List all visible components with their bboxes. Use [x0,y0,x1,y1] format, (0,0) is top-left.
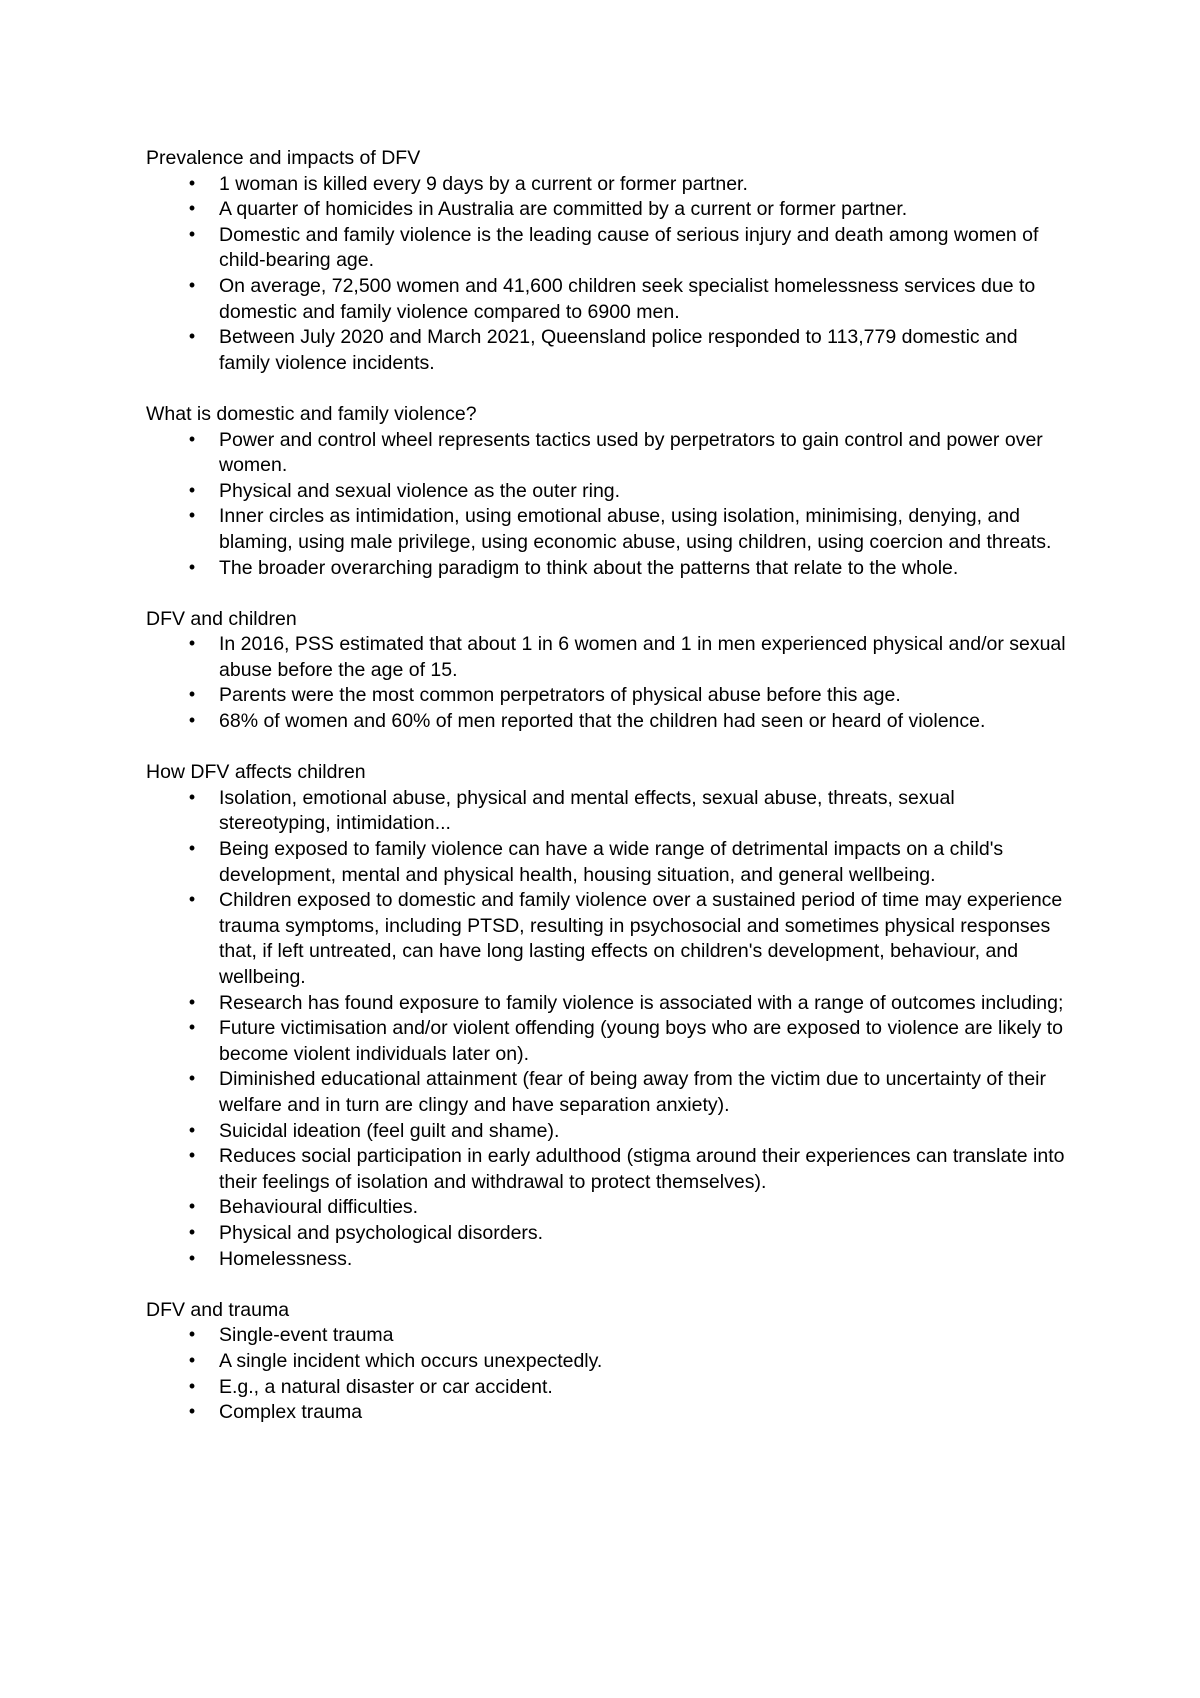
list-item [146,1119,1066,1145]
document-section [146,402,1066,581]
list-item-text: Single-event trauma [219,1324,394,1347]
list-item [146,325,1066,376]
list-item [146,1400,1066,1426]
list-item [146,709,1066,735]
section-heading: How DFV affects children [146,761,366,784]
bullet-icon: • [188,172,196,193]
bullet-icon: • [188,1017,196,1038]
list-item-text: E.g., a natural disaster or car accident. [219,1375,553,1398]
list-item [146,1144,1066,1195]
list-item [146,1323,1066,1349]
list-item-text: Parents were the most common perpetrators of physical abuse before this age. [219,684,901,707]
list-item-text: Research has found exposure to family violence is associated with a range of outcomes including; [219,991,1064,1014]
document-body [146,146,1066,1451]
document-section [146,760,1066,1272]
list-item-text: Children exposed to domestic and family violence over a sustained period of time may experience trauma symptoms, including PTSD, resulting in psychosocial and sometimes physical responses that, if left untreated, can have long lasting effects on children's development, behaviour, and wellbeing. [219,889,1063,988]
list-item [146,1375,1066,1401]
list-item [146,786,1066,837]
list-item-text: Suicidal ideation (feel guilt and shame). [219,1119,560,1142]
document-section [146,146,1066,376]
list-item-text: A single incident which occurs unexpectedly. [219,1349,603,1372]
list-item-text: Isolation, emotional abuse, physical and mental effects, sexual abuse, threats, sexual stereotyping, intimidation... [219,786,955,835]
bullet-icon: • [188,223,196,244]
bullet-icon: • [188,556,196,577]
list-item [146,479,1066,505]
bullet-icon: • [188,198,196,219]
list-item-text: Power and control wheel represents tactics used by perpetrators to gain control and power over women. [219,428,1043,477]
bullet-icon: • [188,991,196,1012]
list-item-text: Physical and psychological disorders. [219,1221,544,1244]
bullet-icon: • [188,428,196,449]
list-item [146,1195,1066,1221]
bullet-icon: • [188,1375,196,1396]
bullet-icon: • [188,1401,196,1422]
bullet-list [146,428,1066,582]
section-heading: DFV and children [146,607,297,630]
bullet-icon: • [188,1324,196,1345]
list-item-text: Complex trauma [219,1401,363,1424]
list-item-text: Homelessness. [219,1247,353,1270]
list-item [146,556,1066,582]
bullet-icon: • [188,505,196,526]
list-item [146,991,1066,1017]
list-item [146,223,1066,274]
list-item [146,1221,1066,1247]
bullet-list [146,1323,1066,1425]
bullet-list [146,632,1066,734]
list-item [146,683,1066,709]
list-item [146,197,1066,223]
list-item [146,504,1066,555]
section-heading: What is domestic and family violence? [146,402,477,425]
section-heading: Prevalence and impacts of DFV [146,147,421,169]
list-item [146,1067,1066,1118]
list-item-text: A quarter of homicides in Australia are committed by a current or former partner. [219,198,908,221]
bullet-icon: • [188,786,196,807]
list-item-text: Future victimisation and/or violent offending (young boys who are exposed to violence are likely to become violent individuals later on). [219,1017,1064,1065]
list-item-text: Diminished educational attainment (fear of being away from the victim due to uncertainty of their welfare and in turn are clingy and have separation anxiety). [219,1068,1047,1116]
list-item [146,274,1066,325]
bullet-icon: • [188,326,196,347]
list-item-text: On average, 72,500 women and 41,600 children seek specialist homelessness services due to domestic and family violence compared to 6900 men. [219,274,1036,323]
bullet-icon: • [188,1247,196,1268]
list-item [146,1349,1066,1375]
bullet-list [146,786,1066,1272]
document-section [146,607,1066,735]
list-item [146,632,1066,683]
bullet-icon: • [188,1068,196,1089]
list-item-text: In 2016, PSS estimated that about 1 in 6 women and 1 in men experienced physical and/or sexual abuse before the age of 15. [219,633,1066,681]
list-item [146,1016,1066,1067]
bullet-icon: • [188,1119,196,1140]
list-item-text: Domestic and family violence is the leading cause of serious injury and death among women of child-bearing age. [219,223,1039,272]
document-section [146,1298,1066,1426]
list-item-text: Physical and sexual violence as the outer ring. [219,479,621,502]
list-item-text: 1 woman is killed every 9 days by a current or former partner. [219,172,748,195]
bullet-icon: • [188,1221,196,1242]
list-item [146,428,1066,479]
list-item-text: Being exposed to family violence can have a wide range of detrimental impacts on a child's development, mental and physical health, housing situation, and general wellbeing. [219,838,1004,886]
bullet-icon: • [188,633,196,654]
bullet-icon: • [188,838,196,859]
list-item [146,172,1066,198]
bullet-icon: • [188,710,196,731]
list-item-text: Behavioural difficulties. [219,1196,419,1219]
list-item [146,1247,1066,1273]
section-heading: DFV and trauma [146,1298,290,1321]
bullet-icon: • [188,1196,196,1217]
bullet-list [146,172,1066,377]
list-item [146,888,1066,990]
list-item-text: 68% of women and 60% of men reported that the children had seen or heard of violence. [219,710,986,733]
bullet-icon: • [188,1145,196,1166]
list-item-text: The broader overarching paradigm to think about the patterns that relate to the whole. [219,556,959,579]
bullet-icon: • [188,684,196,705]
bullet-icon: • [188,274,196,295]
list-item-text: Reduces social participation in early adulthood (stigma around their experiences can translate into their feelings of isolation and withdrawal to protect themselves). [219,1145,1065,1193]
bullet-icon: • [188,889,196,910]
list-item-text: Inner circles as intimidation, using emotional abuse, using isolation, minimising, denying, and blaming, using male privilege, using economic abuse, using children, using coercion and threats. [219,505,1052,553]
bullet-icon: • [188,479,196,500]
list-item-text: Between July 2020 and March 2021, Queensland police responded to 113,779 domestic and family violence incidents. [219,326,1018,374]
list-item [146,837,1066,888]
bullet-icon: • [188,1349,196,1370]
